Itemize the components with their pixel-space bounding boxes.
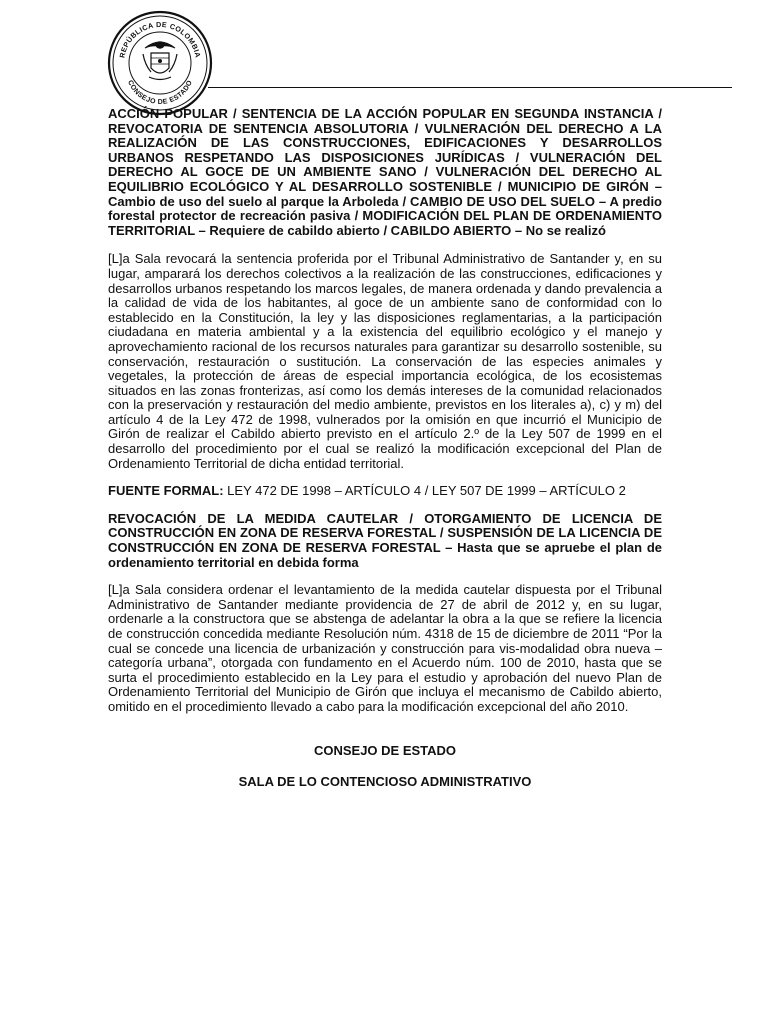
descriptor-heading-2: REVOCACIÓN DE LA MEDIDA CAUTELAR / OTORGAMIENTO DE LICENCIA DE CONSTRUCCIÓN EN ZONA DE RESERVA FORESTAL / SUSPENSIÓN DE LA LICENCIA DE CONSTRUCCIÓN EN ZONA DE RESERVA FORESTAL – Hasta que se apruebe el plan de ordenamiento territorial en debida forma [108,510,662,570]
svg-text:CONSEJO DE ESTADO: CONSEJO DE ESTADO [126,79,194,107]
court-name: CONSEJO DE ESTADO [313,742,457,758]
consejo-de-estado-seal [107,10,213,116]
document-body [108,107,662,789]
paragraph-1: [L]a Sala revocará la sentencia proferida por el Tribunal Administrativo de Santander y, en su lugar, amparará los derechos colectivos a la realización de las construcciones, edificaciones y desarrollos urbanos respetando los marcos legales, de manera ordenada y dando prevalencia a la calidad de vida de los habitantes, al goce de un ambiente sano de conformidad con lo establecido en la Constitución, la ley y las disposiciones reglamentarias, a la participación ciudadana en materia ambiental y a la existencia del equilibrio ecológico y el manejo y aprovechamiento racional de los recursos naturales para garantizar su desarrollo sostenible, su conservación, restauración o sustitución. La conservación de las especies animales y vegetales, la protección de áreas de especial importancia ecológica, de los ecosistemas situados en las zonas fronterizas, así como los demás intereses de la comunidad relacionados con la preservación y restauración del medio ambiente, previstos en los literales a), c) y m) del artículo 4 de la Ley 472 de 1998, vulnerados por la omisión en que incurrió el Municipio de Girón de realizar el Cabildo abierto previsto en el artículo 2.º de la Ley 507 de 1999 en el desarrollo del procedimiento por el cual se realizó la modificación excepcional del Plan de Ordenamiento Territorial de dicha entidad territorial. [108,251,662,471]
fuente-formal-value: LEY 472 DE 1998 – ARTÍCULO 4 / LEY 507 DE 1999 – ARTÍCULO 2 [227,483,626,499]
header-rule [208,87,732,88]
svg-text:REPÚBLICA DE COLOMBIA: REPÚBLICA DE COLOMBIA [117,19,203,59]
fuente-formal [108,484,662,499]
paragraph-2: [L]a Sala considera ordenar el levantamiento de la medida cautelar dispuesta por el Tribunal Administrativo de Santander mediante providencia de 27 de abril de 2012 y, en su lugar, ordenarle a la constructora que se abstenga de adelantar la obra a la que se refiere la licencia de construcción concedida mediante Resolución núm. 4318 de 15 de diciembre de 2011 “Por la cual se concede una licencia de urbanización y construcción para vis-modalidad obra nueva – categoría urbana”, otorgada con fundamento en el Acuerdo núm. 100 de 2010, hasta que se surta el procedimiento establecido en la Ley para el estudio y aprobación del nuevo Plan de Ordenamiento Territorial del Municipio de Girón que incluya el mecanismo de Cabildo abierto, omitido en el procedimiento llevado a cabo para la modificación excepcional del año 2010. [108,582,662,714]
chamber-name: SALA DE LO CONTENCIOSO ADMINISTRATIVO [238,773,532,789]
coat-of-arms-icon [143,42,177,80]
fuente-formal-label: FUENTE FORMAL: [108,483,224,499]
descriptor-heading-1: ACCIÓN POPULAR / SENTENCIA DE LA ACCIÓN POPULAR EN SEGUNDA INSTANCIA / REVOCATORIA DE SENTENCIA ABSOLUTORIA / VULNERACIÓN DEL DERECHO A LA REALIZACIÓN DE LAS CONSTRUCCIONES, EDIFICACIONES Y DESARROLLOS URBANOS RESPETANDO LAS DISPOSICIONES JURÍDICAS / VULNERACIÓN DEL DERECHO AL GOCE DE UN AMBIENTE SANO / VULNERACIÓN DEL DERECHO AL EQUILIBRIO ECOLÓGICO Y AL DESARROLLO SOSTENIBLE / MUNICIPIO DE GIRÓN – Cambio de uso del suelo al parque la Arboleda / CAMBIO DE USO DEL SUELO – A predio forestal protector de recreación pasiva / MODIFICACIÓN DEL PLAN DE ORDENAMIENTO TERRITORIAL – Requiere de cabildo abierto / CABILDO ABIERTO – No se realizó [108,106,662,238]
